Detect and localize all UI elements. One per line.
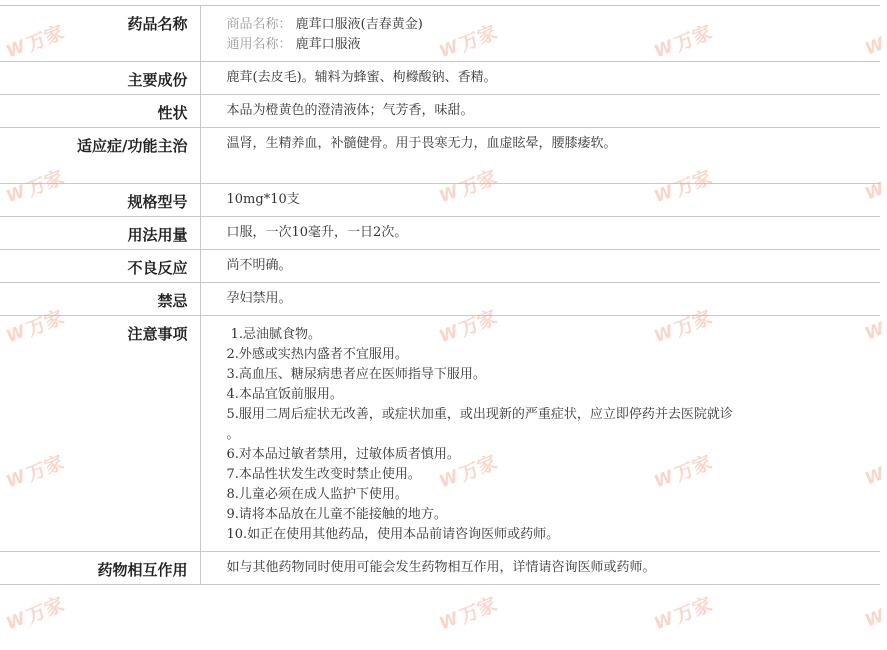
value-indications: 温肾，生精养血，补髓健骨。用于畏寒无力，血虚眩晕，腰膝痿软。 <box>200 128 880 184</box>
generic-name-value: 鹿茸口服液 <box>295 37 361 52</box>
label-text: 注意事项 <box>127 325 188 343</box>
watermark-logo <box>862 605 887 631</box>
row-indications <box>0 128 880 184</box>
watermark-w-icon: W <box>862 318 887 345</box>
watermark-w-icon: W <box>3 608 29 634</box>
watermark-logo: W万家 <box>651 166 716 207</box>
watermark-logo: W万家 <box>436 166 501 207</box>
row-interactions <box>0 552 880 585</box>
watermark-w-icon: W <box>651 181 677 207</box>
label-contraindications <box>0 283 200 316</box>
value-interactions: 如与其他药物同时使用可能会发生药物相互作用，详情请咨询医师或药师。 <box>200 552 880 585</box>
list-item: 1.忌油腻食物。 <box>226 327 322 342</box>
watermark-w-icon: W <box>651 321 677 347</box>
value-drug-name <box>200 6 880 62</box>
watermark-logo: W万家 <box>651 451 716 492</box>
watermark-w-icon: W <box>436 321 462 347</box>
list-item: 9.请将本品放在儿童不能接触的地方。 <box>226 507 447 522</box>
label-interactions <box>0 552 200 585</box>
label-text: 性状 <box>157 104 188 122</box>
row-usage <box>0 217 880 250</box>
value-appearance: 本品为橙黄色的澄清液体；气芳香，味甜。 <box>200 95 880 128</box>
drug-info-table <box>0 5 880 585</box>
list-item: 8.儿童必须在成人监护下使用。 <box>226 487 408 502</box>
label-text: 禁忌 <box>157 292 188 310</box>
watermark-logo: W万家 <box>436 21 501 62</box>
row-appearance <box>0 95 880 128</box>
watermark-w-icon: W <box>3 181 29 207</box>
list-item: 10.如正在使用其他药品，使用本品前请咨询医师或药师。 <box>226 527 560 542</box>
row-ingredients <box>0 62 880 95</box>
precautions-list <box>227 325 881 545</box>
generic-name-key: 通用名称： <box>226 37 292 52</box>
watermark-w-icon: W <box>862 178 887 205</box>
watermark-logo: W万家 <box>436 306 501 347</box>
watermark-w-icon: W <box>651 608 677 634</box>
watermark-w-icon: W <box>651 466 677 492</box>
watermark-logo: W万家 <box>3 593 68 634</box>
watermark-logo: W万家 <box>651 593 716 634</box>
label-appearance <box>0 95 200 128</box>
list-item: 。 <box>226 427 240 442</box>
label-usage <box>0 217 200 250</box>
watermark-logo: W万家 <box>3 21 68 62</box>
watermark-w-icon: W <box>862 463 887 490</box>
row-drug-name <box>0 6 880 62</box>
label-text: 不良反应 <box>127 259 188 277</box>
watermark-w-icon: W <box>436 608 462 634</box>
trade-name-line <box>227 15 881 35</box>
watermark-logo: W万家 <box>3 451 68 492</box>
list-item: 4.本品宜饭前服用。 <box>226 387 343 402</box>
watermark-w-icon: W <box>436 36 462 62</box>
row-precautions <box>0 316 880 552</box>
watermark-w-icon: W <box>3 466 29 492</box>
trade-name-key: 商品名称： <box>226 17 292 32</box>
list-item: 2.外感或实热内盛者不宜服用。 <box>226 347 408 362</box>
watermark-w-icon: W <box>3 36 29 62</box>
list-item: 7.本品性状发生改变时禁止使用。 <box>226 467 421 482</box>
label-text: 主要成份 <box>127 71 188 89</box>
label-text: 用法用量 <box>127 226 188 244</box>
label-text: 药物相互作用 <box>97 561 188 579</box>
trade-name-value: 鹿茸口服液(吉春黄金) <box>295 17 423 32</box>
label-spec <box>0 184 200 217</box>
list-item: 6.对本品过敏者禁用，过敏体质者慎用。 <box>226 447 460 462</box>
watermark-w-icon: W <box>651 36 677 62</box>
watermark-logo: W万家 <box>436 593 501 634</box>
value-ingredients: 鹿茸(去皮毛)。辅料为蜂蜜、枸橼酸钠、香精。 <box>200 62 880 95</box>
row-adverse <box>0 250 880 283</box>
row-spec <box>0 184 880 217</box>
label-text: 规格型号 <box>127 193 188 211</box>
watermark-w-icon: W <box>3 321 29 347</box>
watermark-logo: W万家 <box>3 306 68 347</box>
label-precautions <box>0 316 200 552</box>
label-adverse <box>0 250 200 283</box>
label-drug-name <box>0 6 200 62</box>
watermark-logo: W万家 <box>436 451 501 492</box>
watermark-w-icon: W <box>862 33 887 60</box>
list-item: 5.服用二周后症状无改善，或症状加重，或出现新的严重症状，应立即停药并去医院就诊 <box>226 407 733 422</box>
value-usage: 口服，一次10毫升，一日2次。 <box>200 217 880 250</box>
list-item: 3.高血压、糖尿病患者应在医师指导下服用。 <box>226 367 486 382</box>
watermark-logo: W万家 <box>651 21 716 62</box>
value-contraindications: 孕妇禁用。 <box>200 283 880 316</box>
watermark-w-icon: W <box>862 605 887 632</box>
value-adverse: 尚不明确。 <box>200 250 880 283</box>
watermark-w-icon: W <box>436 181 462 207</box>
watermark-logo: W万家 <box>3 166 68 207</box>
label-indications <box>0 128 200 184</box>
watermark-w-icon: W <box>436 466 462 492</box>
watermark-logo: W万家 <box>651 306 716 347</box>
label-ingredients <box>0 62 200 95</box>
value-spec: 10mg*10支 <box>200 184 880 217</box>
value-precautions <box>200 316 880 552</box>
row-contraindications <box>0 283 880 316</box>
label-text: 药品名称 <box>127 15 188 33</box>
label-text: 适应症/功能主治 <box>77 137 188 155</box>
generic-name-line <box>227 35 881 55</box>
